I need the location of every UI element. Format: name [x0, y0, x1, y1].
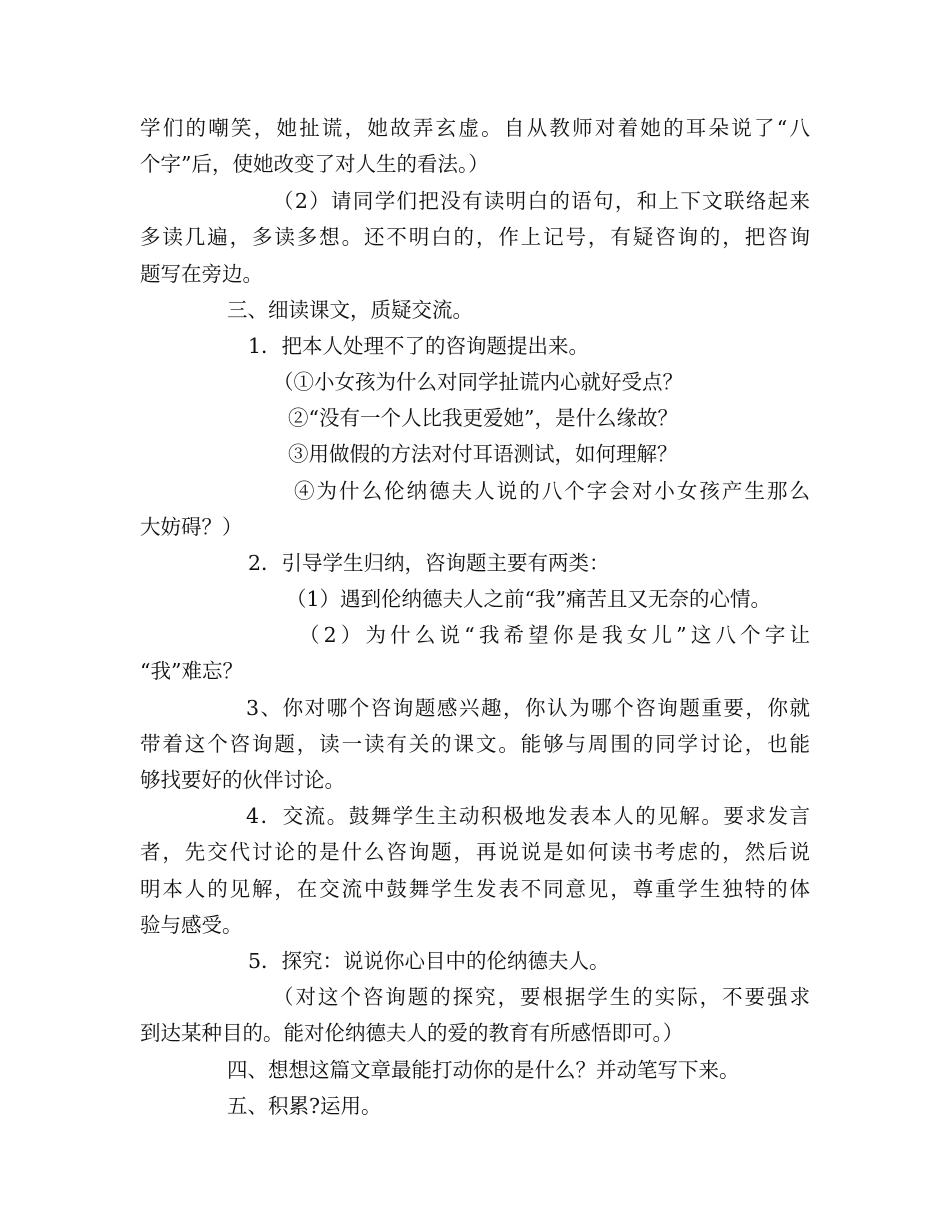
list-item: 3、你对哪个咨询题感兴趣，你认为哪个咨询题重要，你就	[246, 696, 812, 720]
text-line: 验与感受。	[140, 913, 243, 937]
section-heading: 四、想想这篇文章最能打动你的是什么？并动笔写下来。	[227, 1058, 740, 1082]
list-item: ②“没有一个人比我更爱她”，是什么缘故？	[288, 406, 678, 430]
list-item: 1．把本人处理不了的咨询题提出来。	[248, 334, 590, 358]
text-line: （对这个咨询题的探究，要根据学生的实际，不要强求	[273, 985, 812, 1009]
list-item: ④为什么伦纳德夫人说的八个字会对小女孩产生那么	[294, 479, 813, 503]
text-line: 个字”后，使她改变了对人生的看法。）	[140, 152, 489, 176]
text-line: 题写在旁边。	[140, 262, 263, 286]
text-line: 带着这个咨询题，读一读有关的课文。能够与周围的同学讨论，也能	[140, 732, 812, 756]
list-item: （1）遇到伦纳德夫人之前“我”痛苦且又无奈的心情。	[286, 587, 772, 611]
list-item: 5．探究：说说你心目中的伦纳德夫人。	[248, 949, 610, 973]
text-line: 多读几遍，多读多想。还不明白的，作上记号，有疑咨询的，把咨询	[140, 225, 812, 249]
section-heading: 五、积累?运用。	[227, 1094, 382, 1118]
text-line: 大妨碍？）	[140, 515, 243, 539]
text-line: 够找要好的伙伴讨论。	[140, 768, 345, 792]
text-line: “我”难忘？	[140, 659, 243, 683]
list-item: 2．引导学生归纳，咨询题主要有两类：	[248, 551, 610, 575]
section-heading: 三、细读课文，质疑交流。	[227, 298, 473, 322]
list-item: （①小女孩为什么对同学扯谎内心就好受点？	[273, 370, 683, 394]
text-line: 者，先交代讨论的是什么咨询题，再说说是如何读书考虑的，然后说	[140, 840, 812, 864]
list-item: 4．交流。鼓舞学生主动积极地发表本人的见解。要求发言	[246, 804, 812, 828]
text-line: 明本人的见解，在交流中鼓舞学生发表不同意见，尊重学生独特的体	[140, 877, 812, 901]
text-line: （2）请同学们把没有读明白的语句，和上下文联络起来	[273, 189, 812, 213]
text-line: 学们的嘲笑，她扯谎，她故弄玄虚。自从教师对着她的耳朵说了“八	[140, 116, 813, 140]
text-line: 到达某种目的。能对伦纳德夫人的爱的教育有所感悟即可。）	[140, 1021, 684, 1045]
list-item: ③用做假的方法对付耳语测试，如何理解？	[288, 442, 678, 466]
list-item: （2）为什么说“我希望你是我女儿”这八个字让	[299, 623, 815, 647]
